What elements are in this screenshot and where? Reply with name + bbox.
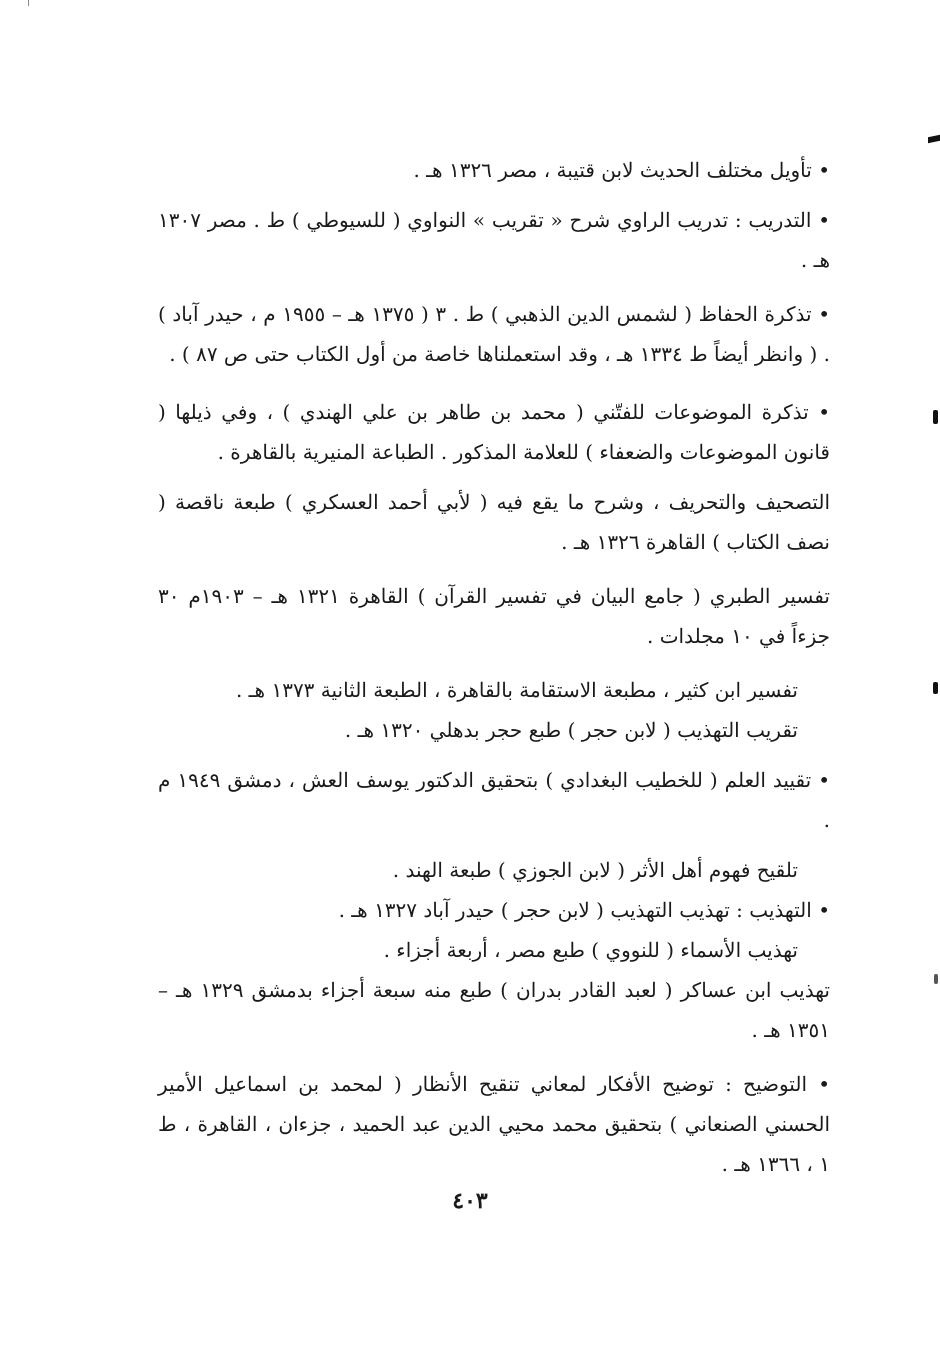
bibliography-entry: • تذكرة الموضوعات للفتّني ( محمد بن طاهر بن علي الهندي ) ، وفي ذيلها ( قانون الموضوعات والضعفاء ) للعلامة المذكور . الطباعة المنيرية بالقاهرة .: [158, 400, 830, 464]
bibliography-entry: تهذيب الأسماء ( للنووي ) طبع مصر ، أربعة أجزاء .: [383, 938, 798, 962]
scan-edge-mark: [933, 682, 938, 694]
scan-edge-mark: [28, 0, 29, 6]
bibliography-entry: • التوضيح : توضيح الأفكار لمعاني تنقيح الأنظار ( لمحمد بن اسماعيل الأمير الحسني الصنعاني ) بتحقيق محمد محيي الدين عبد الحميد ، جزءان ، القاهرة ، ط ١ ، ١٣٦٦ هـ .: [158, 1072, 830, 1176]
scan-edge-mark: [928, 135, 940, 144]
bibliography-entry: التصحيف والتحريف ، وشرح ما يقع فيه ( لأبي أحمد العسكري ) طبعة ناقصة ( نصف الكتاب ) القاهرة ١٣٢٦ هـ .: [158, 490, 830, 554]
page-number: ٤٠٣: [452, 1188, 488, 1214]
bibliography-entry: تفسير الطبري ( جامع البيان في تفسير القرآن ) القاهرة ١٣٢١ هـ – ١٩٠٣م ٣٠ جزءاً في ١٠ مجلدات .: [158, 584, 830, 648]
scan-edge-mark: [933, 410, 938, 424]
bibliography-entry: • تقييد العلم ( للخطيب البغدادي ) بتحقيق الدكتور يوسف العش ، دمشق ١٩٤٩ م .: [158, 768, 830, 832]
bibliography-entry: • تذكرة الحفاظ ( لشمس الدين الذهبي ) ط . ٣ ( ١٣٧٥ هـ – ١٩٥٥ م ، حيدر آباد ) . ( وانظر أيضاً ط ١٣٣٤ هـ ، وقد استعملناها خاصة من أول الكتاب حتى ص ٨٧ ) .: [158, 302, 830, 366]
bibliography-entry: تلقيح فهوم أهل الأثر ( لابن الجوزي ) طبعة الهند .: [392, 858, 798, 882]
bibliography-entry: تقريب التهذيب ( لابن حجر ) طبع حجر بدهلي ١٣٢٠ هـ .: [344, 718, 798, 742]
bibliography-list: [158, 150, 830, 1184]
bibliography-entry: • تأويل مختلف الحديث لابن قتيبة ، مصر ١٣٢٦ هـ .: [413, 158, 830, 182]
bibliography-entry: تفسير ابن كثير ، مطبعة الاستقامة بالقاهرة ، الطبعة الثانية ١٣٧٣ هـ .: [235, 678, 798, 702]
bibliography-entry: تهذيب ابن عساكر ( لعبد القادر بدران ) طبع منه سبعة أجزاء بدمشق ١٣٢٩ هـ – ١٣٥١ هـ .: [158, 978, 830, 1042]
bibliography-entry: • التدريب : تدريب الراوي شرح « تقريب » النواوي ( للسيوطي ) ط . مصر ١٣٠٧ هـ .: [158, 208, 830, 272]
scan-edge-mark: [934, 974, 938, 984]
bibliography-entry: • التهذيب : تهذيب التهذيب ( لابن حجر ) حيدر آباد ١٣٢٧ هـ .: [338, 898, 830, 922]
